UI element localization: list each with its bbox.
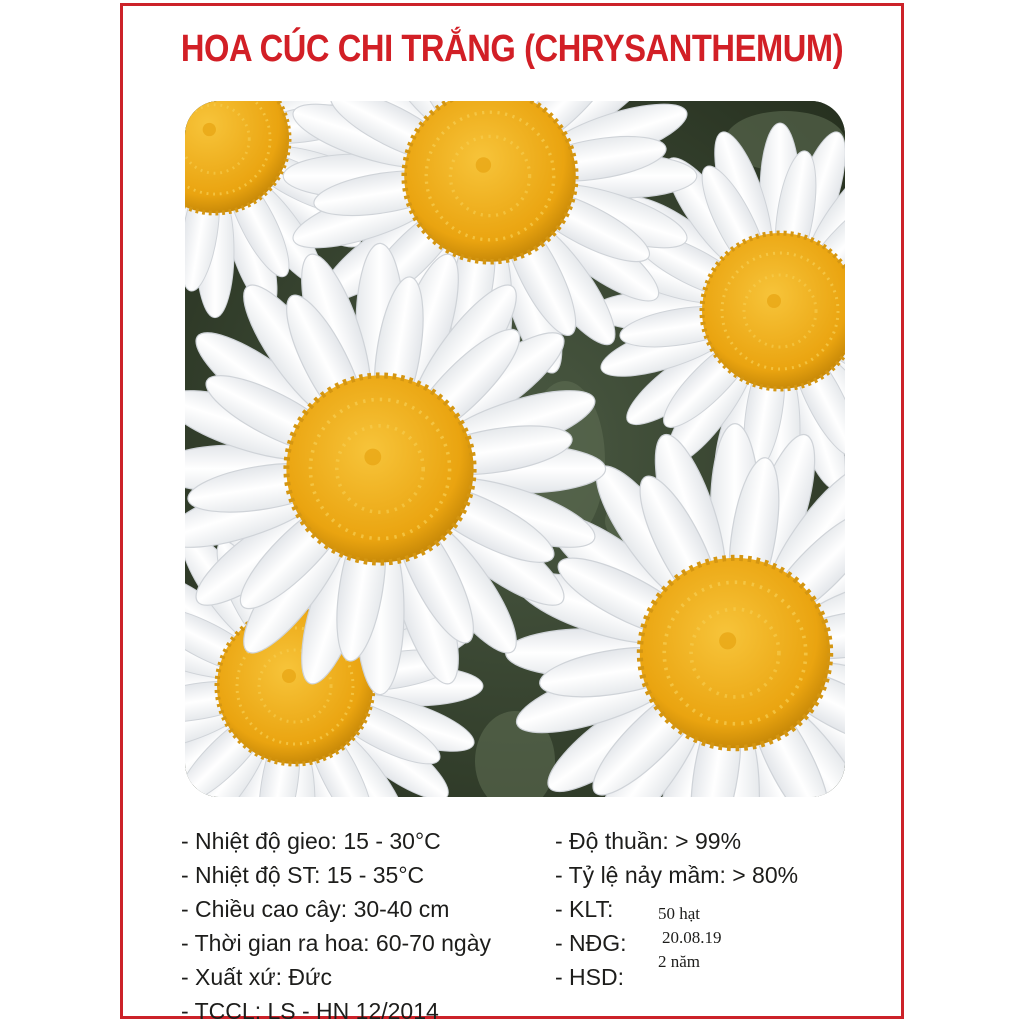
specs-left-column [181,824,491,1028]
spec-sowing-temp: - Nhiệt độ gieo: 15 - 30°C [181,828,441,854]
product-title: HOA CÚC CHI TRẮNG (CHRYSANTHEMUM) [180,28,844,70]
expiry-value: 2 năm [658,952,701,971]
spec-net-weight-label: - KLT: [555,896,614,922]
flower-photo [185,101,845,797]
spec-germination-rate: - Tỷ lệ nảy mầm: > 80% [555,862,799,888]
net-weight-value: 50 hạt [658,904,701,923]
spec-quality-standard: - TCCL: LS - HN 12/2014 [181,998,439,1024]
spec-origin: - Xuất xứ: Đức [181,964,332,990]
spec-packing-date-label: - NĐG: [555,930,627,956]
spec-plant-height: - Chiều cao cây: 30-40 cm [181,896,450,922]
spec-growth-temp: - Nhiệt độ ST: 15 - 35°C [181,862,425,888]
packing-date-value: 20.08.19 [662,928,722,947]
seed-packet-label [120,3,904,1024]
spec-flowering-time: - Thời gian ra hoa: 60-70 ngày [181,930,492,956]
specifications [181,824,901,1024]
spec-expiry-label: - HSD: [555,964,624,990]
spec-purity: - Độ thuần: > 99% [555,828,742,854]
